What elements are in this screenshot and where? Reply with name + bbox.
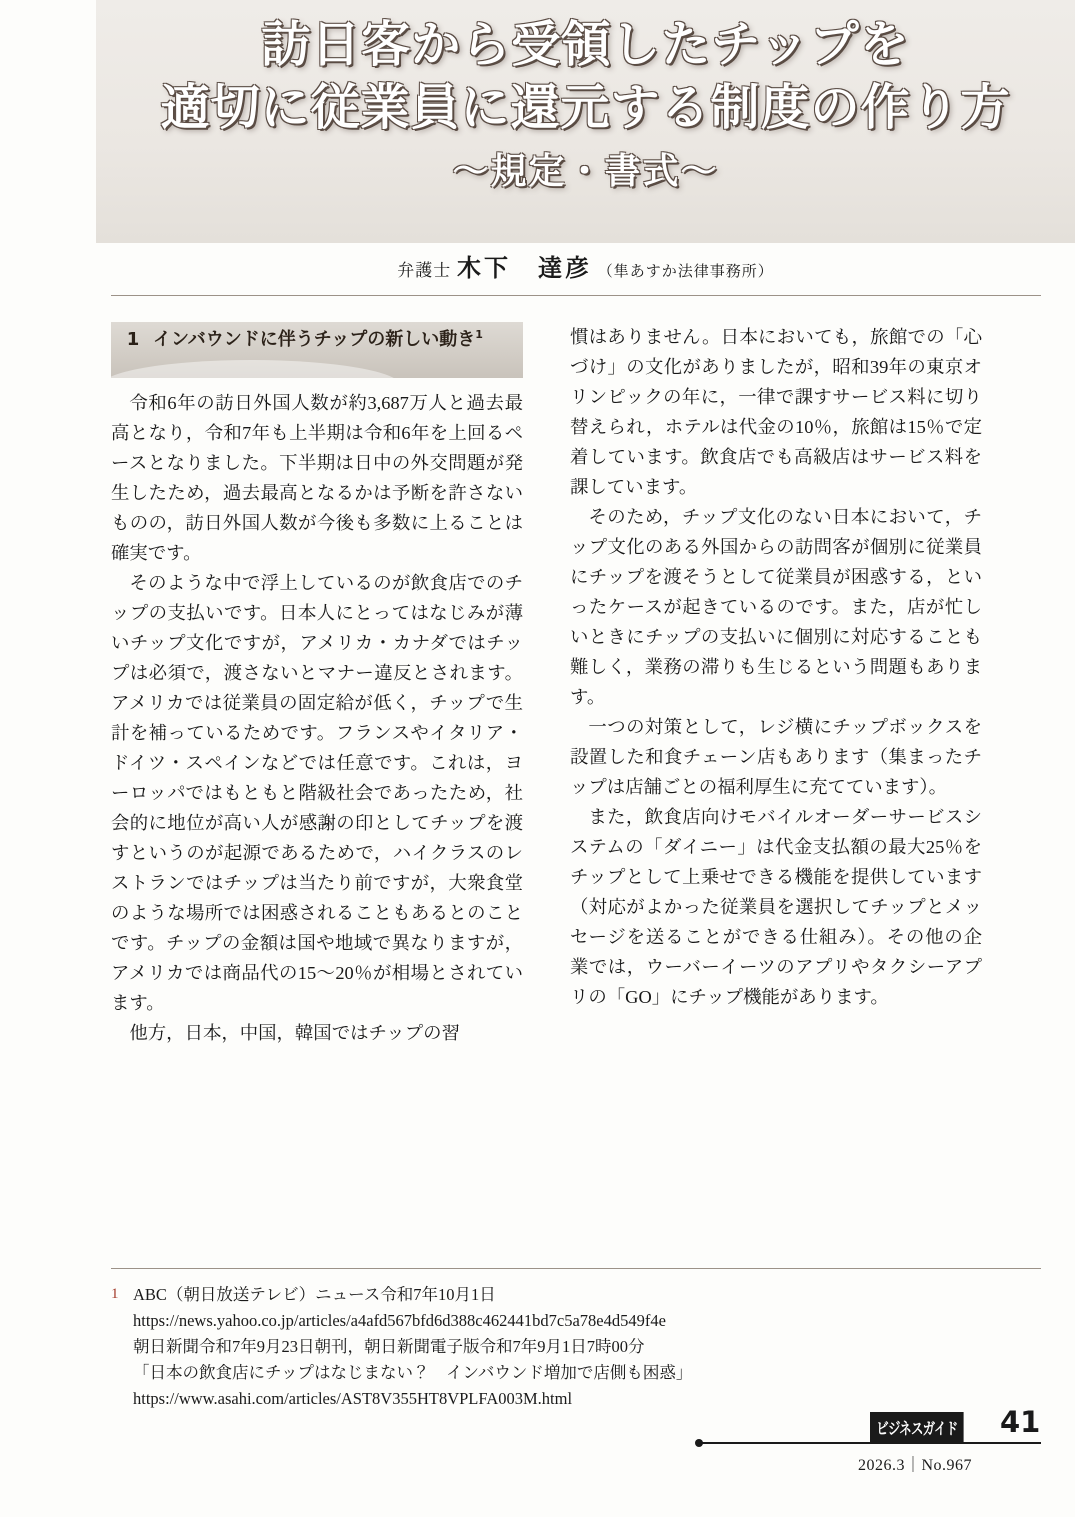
footnote-line: ABC（朝日放送テレビ）ニュース令和7年10月1日: [133, 1285, 496, 1304]
footnote-item: [111, 1282, 1041, 1412]
section-number: 1: [126, 329, 140, 350]
paragraph: 令和6年の訪日外国人数が約3,687万人と過去最高となり，令和7年も上半期は令和6年を上回るペースとなりました。下半期は日中の外交問題が発生したため，過去最高となるかは予断を許さないものの，訪日外国人数が今後も多数に上ることは確実です。: [111, 393, 523, 563]
title-subtitle: 〜規定・書式〜: [452, 151, 719, 193]
footnote-marker: 1: [111, 1286, 119, 1302]
section-title: インバウンドに伴うチップの新しい動き: [153, 329, 476, 350]
title-line-1: 訪日客から受領したチップを: [261, 16, 910, 73]
paragraph: そのような中で浮上しているのが飲食店でのチップの支払いです。日本人にとってはなじみが薄いチップ文化ですが，アメリカ・カナダではチップは必須で，渡さないとマナー違反とされます。アメリカでは従業員の固定給が低く，チップで生計を補っているためです。フランスやイタリア・ドイツ・スペインなどでは任意です。これは，ヨーロッパではもともと階級社会であったため，社会的に地位が高い人が感謝の印としてチップを渡すというのが起源であるためで，ハイクラスのレストランではチップは当たり前ですが，大衆食堂のような場所では困惑されることもあるとのことです。チップの金額は国や地域で異なりますが，アメリカでは商品代の15〜20％が相場とされています。: [111, 573, 523, 1013]
footnote-url[interactable]: https://www.asahi.com/articles/AST8V355HT8VPLFA003M.html: [133, 1389, 573, 1409]
paragraph: 他方，日本，中国，韓国ではチップの習: [129, 1023, 460, 1043]
paragraph: 一つの対策として，レジ横にチップボックスを設置した和食チェーン店もあります（集まったチップは店舗ごとの福利厚生に充てています）。: [570, 717, 982, 797]
byline-role: 弁護士: [397, 261, 452, 280]
byline-affiliation: （隼あすか法律事務所）: [597, 264, 774, 280]
footnote-line: 「日本の飲食店にチップはなじまない？ インバウンド増加で店側も困惑」: [133, 1363, 693, 1383]
footnote-area: [111, 1282, 1041, 1412]
paragraph: また，飲食店向けモバイルオーダーサービスシステムの「ダイニー」は代金支払額の最大25％をチップとして上乗せできる機能を提供しています（対応がよかった従業員を選択してチップとメッセージを送ることができる仕組み）。その他の企業では，ウーバーイーツのアプリやタクシーアプリの「GO」にチップ機能があります。: [570, 807, 982, 1007]
section-heading: [111, 322, 523, 378]
footnote-body: [133, 1282, 1041, 1412]
footnote-url[interactable]: https://news.yahoo.co.jp/articles/a4afd567bfd6d388c462441bd7c5a78e4d549f4e: [133, 1311, 666, 1331]
byline: [96, 248, 1075, 283]
article-title-band: [96, 0, 1075, 243]
byline-author-name: 木下 達彦: [456, 256, 592, 282]
title-line-2: 適切に従業員に還元する制度の作り方: [160, 78, 1011, 136]
footnote-line: 朝日新聞令和7年9月23日朝刊，朝日新聞電子版令和7年9月1日7時00分: [133, 1337, 645, 1357]
page-number: 41: [1000, 1405, 1041, 1439]
issue-label: 2026.3｜No.967: [858, 1457, 973, 1474]
section-footnote-mark: 1: [475, 328, 483, 341]
footnote-divider: [111, 1268, 1041, 1269]
paragraph: 慣はありません。日本においても，旅館での「心づけ」の文化がありましたが，昭和39年の東京オリンピックの年に，一律で課すサービス料に切り替えられ，ホテルは代金の10％，旅館は15％で定着しています。飲食店でも高級店はサービス料を課しています。: [570, 327, 982, 497]
paragraph: そのため，チップ文化のない日本において，チップ文化のある外国からの訪問客が個別に従業員にチップを渡そうとして従業員が困惑する，といったケースが起きているのです。また，店が忙しいときにチップの支払いに個別に対応することも難しく，業務の滞りも生じるという問題もあります。: [570, 507, 982, 707]
body-column-left: [111, 322, 523, 1048]
body-column-right: [570, 322, 982, 1012]
header-divider: [111, 295, 1041, 296]
brand-badge: ビジネスガイド: [870, 1412, 964, 1444]
